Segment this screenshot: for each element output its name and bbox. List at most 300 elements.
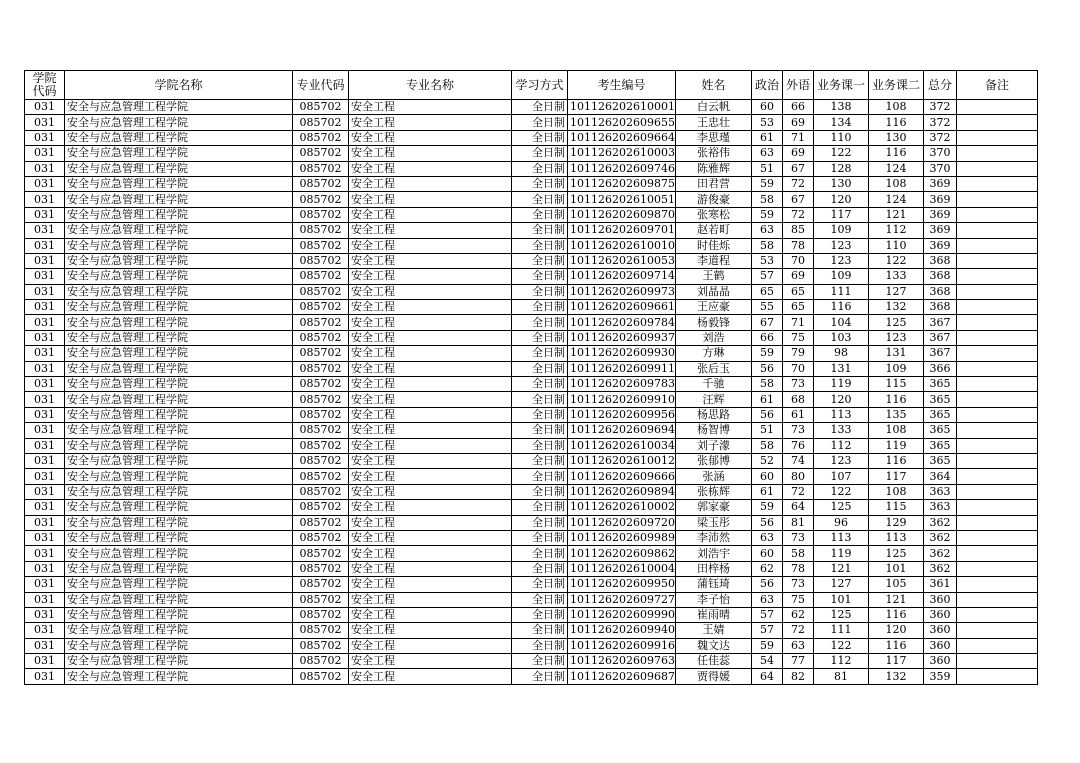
- cell-total: 367: [924, 330, 957, 345]
- header-subject-one: 业务课一: [814, 71, 869, 100]
- cell-name: 贾得媛: [676, 669, 752, 684]
- cell-remarks: [957, 146, 1038, 161]
- cell-remarks: [957, 207, 1038, 222]
- cell-subject-two: 124: [869, 161, 924, 176]
- cell-subject-two: 130: [869, 130, 924, 145]
- cell-subject-two: 122: [869, 253, 924, 268]
- cell-politics: 55: [752, 300, 783, 315]
- cell-subject-one: 111: [814, 623, 869, 638]
- cell-college-code: 031: [25, 346, 65, 361]
- cell-college-name: 安全与应急管理工程学院: [65, 300, 293, 315]
- cell-candidate-id: 101126202609950: [568, 577, 676, 592]
- cell-politics: 59: [752, 176, 783, 191]
- cell-college-code: 031: [25, 654, 65, 669]
- cell-college-code: 031: [25, 407, 65, 422]
- cell-study-mode: 全日制: [512, 654, 568, 669]
- cell-candidate-id: 101126202610004: [568, 561, 676, 576]
- cell-foreign-language: 70: [783, 361, 814, 376]
- cell-subject-one: 112: [814, 654, 869, 669]
- cell-subject-one: 111: [814, 284, 869, 299]
- cell-major-code: 085702: [293, 300, 349, 315]
- cell-remarks: [957, 592, 1038, 607]
- header-name: 姓名: [676, 71, 752, 100]
- cell-major-code: 085702: [293, 115, 349, 130]
- cell-major-code: 085702: [293, 546, 349, 561]
- cell-subject-two: 108: [869, 100, 924, 115]
- cell-name: 王忠壮: [676, 115, 752, 130]
- cell-politics: 53: [752, 115, 783, 130]
- cell-major-name: 安全工程: [349, 423, 512, 438]
- cell-foreign-language: 76: [783, 438, 814, 453]
- cell-college-name: 安全与应急管理工程学院: [65, 484, 293, 499]
- cell-college-code: 031: [25, 207, 65, 222]
- cell-name: 李子怡: [676, 592, 752, 607]
- cell-subject-one: 112: [814, 438, 869, 453]
- table-row: [25, 669, 1038, 684]
- cell-major-code: 085702: [293, 192, 349, 207]
- cell-major-name: 安全工程: [349, 592, 512, 607]
- cell-subject-one: 128: [814, 161, 869, 176]
- cell-college-name: 安全与应急管理工程学院: [65, 361, 293, 376]
- cell-candidate-id: 101126202609687: [568, 669, 676, 684]
- table-row: [25, 577, 1038, 592]
- cell-major-name: 安全工程: [349, 300, 512, 315]
- cell-name: 田梓杨: [676, 561, 752, 576]
- cell-college-name: 安全与应急管理工程学院: [65, 130, 293, 145]
- cell-remarks: [957, 669, 1038, 684]
- table-row: [25, 223, 1038, 238]
- table-row: [25, 407, 1038, 422]
- cell-total: 367: [924, 315, 957, 330]
- cell-study-mode: 全日制: [512, 377, 568, 392]
- cell-politics: 59: [752, 638, 783, 653]
- cell-foreign-language: 77: [783, 654, 814, 669]
- cell-study-mode: 全日制: [512, 469, 568, 484]
- cell-name: 刘浩宇: [676, 546, 752, 561]
- cell-study-mode: 全日制: [512, 100, 568, 115]
- cell-candidate-id: 101126202610003: [568, 146, 676, 161]
- cell-subject-two: 116: [869, 453, 924, 468]
- cell-total: 368: [924, 253, 957, 268]
- cell-candidate-id: 101126202609666: [568, 469, 676, 484]
- cell-foreign-language: 81: [783, 515, 814, 530]
- cell-total: 369: [924, 192, 957, 207]
- table-row: [25, 207, 1038, 222]
- cell-remarks: [957, 377, 1038, 392]
- cell-politics: 62: [752, 561, 783, 576]
- cell-major-name: 安全工程: [349, 515, 512, 530]
- cell-study-mode: 全日制: [512, 146, 568, 161]
- cell-college-name: 安全与应急管理工程学院: [65, 146, 293, 161]
- cell-major-name: 安全工程: [349, 176, 512, 191]
- cell-college-code: 031: [25, 361, 65, 376]
- cell-name: 赵若町: [676, 223, 752, 238]
- cell-college-code: 031: [25, 315, 65, 330]
- cell-name: 刘晶晶: [676, 284, 752, 299]
- cell-major-code: 085702: [293, 207, 349, 222]
- cell-remarks: [957, 453, 1038, 468]
- cell-remarks: [957, 623, 1038, 638]
- cell-remarks: [957, 392, 1038, 407]
- cell-remarks: [957, 577, 1038, 592]
- cell-major-code: 085702: [293, 561, 349, 576]
- cell-foreign-language: 72: [783, 623, 814, 638]
- cell-remarks: [957, 346, 1038, 361]
- cell-total: 360: [924, 592, 957, 607]
- cell-politics: 56: [752, 407, 783, 422]
- cell-college-name: 安全与应急管理工程学院: [65, 284, 293, 299]
- cell-college-name: 安全与应急管理工程学院: [65, 238, 293, 253]
- cell-subject-one: 119: [814, 546, 869, 561]
- cell-major-code: 085702: [293, 530, 349, 545]
- cell-remarks: [957, 130, 1038, 145]
- table-row: [25, 238, 1038, 253]
- header-college-code: 学院代码: [25, 71, 65, 100]
- cell-subject-one: 113: [814, 407, 869, 422]
- cell-remarks: [957, 607, 1038, 622]
- cell-college-name: 安全与应急管理工程学院: [65, 315, 293, 330]
- cell-candidate-id: 101126202610034: [568, 438, 676, 453]
- cell-subject-one: 96: [814, 515, 869, 530]
- cell-subject-one: 121: [814, 561, 869, 576]
- cell-subject-one: 103: [814, 330, 869, 345]
- header-major-name: 专业名称: [349, 71, 512, 100]
- header-total: 总分: [924, 71, 957, 100]
- cell-college-code: 031: [25, 623, 65, 638]
- cell-major-name: 安全工程: [349, 438, 512, 453]
- cell-candidate-id: 101126202610001: [568, 100, 676, 115]
- cell-subject-one: 133: [814, 423, 869, 438]
- cell-foreign-language: 73: [783, 377, 814, 392]
- cell-candidate-id: 101126202609875: [568, 176, 676, 191]
- table-row: [25, 423, 1038, 438]
- cell-candidate-id: 101126202609870: [568, 207, 676, 222]
- cell-total: 360: [924, 623, 957, 638]
- cell-total: 368: [924, 284, 957, 299]
- cell-candidate-id: 101126202609784: [568, 315, 676, 330]
- cell-name: 游俊豪: [676, 192, 752, 207]
- cell-college-name: 安全与应急管理工程学院: [65, 223, 293, 238]
- cell-major-name: 安全工程: [349, 407, 512, 422]
- cell-major-code: 085702: [293, 438, 349, 453]
- cell-major-name: 安全工程: [349, 377, 512, 392]
- cell-candidate-id: 101126202610002: [568, 500, 676, 515]
- cell-subject-one: 127: [814, 577, 869, 592]
- cell-subject-one: 123: [814, 453, 869, 468]
- cell-subject-one: 116: [814, 300, 869, 315]
- cell-study-mode: 全日制: [512, 500, 568, 515]
- cell-remarks: [957, 284, 1038, 299]
- cell-major-code: 085702: [293, 130, 349, 145]
- cell-college-code: 031: [25, 484, 65, 499]
- cell-college-name: 安全与应急管理工程学院: [65, 207, 293, 222]
- cell-name: 刘子濛: [676, 438, 752, 453]
- cell-foreign-language: 74: [783, 453, 814, 468]
- cell-total: 372: [924, 130, 957, 145]
- cell-subject-two: 105: [869, 577, 924, 592]
- cell-total: 369: [924, 207, 957, 222]
- cell-politics: 63: [752, 592, 783, 607]
- cell-candidate-id: 101126202610012: [568, 453, 676, 468]
- cell-total: 372: [924, 115, 957, 130]
- cell-total: 361: [924, 577, 957, 592]
- cell-foreign-language: 71: [783, 130, 814, 145]
- cell-college-code: 031: [25, 500, 65, 515]
- cell-foreign-language: 75: [783, 330, 814, 345]
- cell-name: 崔雨晴: [676, 607, 752, 622]
- cell-study-mode: 全日制: [512, 130, 568, 145]
- cell-politics: 61: [752, 392, 783, 407]
- cell-remarks: [957, 330, 1038, 345]
- cell-name: 方琳: [676, 346, 752, 361]
- cell-college-name: 安全与应急管理工程学院: [65, 453, 293, 468]
- cell-politics: 63: [752, 530, 783, 545]
- cell-politics: 65: [752, 284, 783, 299]
- cell-college-name: 安全与应急管理工程学院: [65, 561, 293, 576]
- table-row: [25, 377, 1038, 392]
- cell-study-mode: 全日制: [512, 176, 568, 191]
- cell-subject-two: 132: [869, 300, 924, 315]
- cell-major-name: 安全工程: [349, 361, 512, 376]
- cell-subject-one: 110: [814, 130, 869, 145]
- cell-college-name: 安全与应急管理工程学院: [65, 269, 293, 284]
- cell-college-code: 031: [25, 577, 65, 592]
- cell-college-name: 安全与应急管理工程学院: [65, 592, 293, 607]
- cell-name: 李沛然: [676, 530, 752, 545]
- cell-total: 369: [924, 176, 957, 191]
- cell-remarks: [957, 223, 1038, 238]
- cell-remarks: [957, 654, 1038, 669]
- cell-study-mode: 全日制: [512, 623, 568, 638]
- cell-foreign-language: 62: [783, 607, 814, 622]
- cell-foreign-language: 79: [783, 346, 814, 361]
- cell-subject-one: 123: [814, 253, 869, 268]
- cell-total: 367: [924, 346, 957, 361]
- cell-candidate-id: 101126202609714: [568, 269, 676, 284]
- cell-subject-two: 116: [869, 115, 924, 130]
- cell-total: 368: [924, 269, 957, 284]
- cell-total: 369: [924, 223, 957, 238]
- cell-foreign-language: 58: [783, 546, 814, 561]
- cell-foreign-language: 66: [783, 100, 814, 115]
- table-row: [25, 530, 1038, 545]
- cell-total: 363: [924, 484, 957, 499]
- cell-candidate-id: 101126202609783: [568, 377, 676, 392]
- cell-subject-two: 116: [869, 392, 924, 407]
- cell-remarks: [957, 176, 1038, 191]
- cell-candidate-id: 101126202609720: [568, 515, 676, 530]
- cell-subject-one: 109: [814, 223, 869, 238]
- table-row: [25, 284, 1038, 299]
- cell-college-code: 031: [25, 300, 65, 315]
- cell-study-mode: 全日制: [512, 577, 568, 592]
- cell-politics: 66: [752, 330, 783, 345]
- cell-politics: 58: [752, 192, 783, 207]
- cell-subject-two: 119: [869, 438, 924, 453]
- admission-score-table: [24, 70, 1038, 685]
- cell-name: 白云帆: [676, 100, 752, 115]
- cell-foreign-language: 67: [783, 192, 814, 207]
- cell-study-mode: 全日制: [512, 607, 568, 622]
- table-row: [25, 361, 1038, 376]
- cell-total: 365: [924, 453, 957, 468]
- cell-remarks: [957, 484, 1038, 499]
- cell-college-code: 031: [25, 423, 65, 438]
- cell-major-code: 085702: [293, 654, 349, 669]
- table-row: [25, 146, 1038, 161]
- cell-name: 刘浩: [676, 330, 752, 345]
- cell-study-mode: 全日制: [512, 115, 568, 130]
- cell-foreign-language: 72: [783, 207, 814, 222]
- cell-name: 李思瑾: [676, 130, 752, 145]
- cell-major-name: 安全工程: [349, 654, 512, 669]
- cell-politics: 51: [752, 161, 783, 176]
- table-row: [25, 100, 1038, 115]
- cell-foreign-language: 78: [783, 561, 814, 576]
- cell-foreign-language: 73: [783, 577, 814, 592]
- table-row: [25, 515, 1038, 530]
- cell-major-code: 085702: [293, 407, 349, 422]
- cell-subject-one: 122: [814, 484, 869, 499]
- cell-subject-two: 113: [869, 530, 924, 545]
- cell-politics: 63: [752, 223, 783, 238]
- cell-study-mode: 全日制: [512, 638, 568, 653]
- cell-remarks: [957, 253, 1038, 268]
- cell-remarks: [957, 530, 1038, 545]
- cell-politics: 57: [752, 269, 783, 284]
- table-row: [25, 623, 1038, 638]
- cell-major-code: 085702: [293, 223, 349, 238]
- cell-candidate-id: 101126202609664: [568, 130, 676, 145]
- cell-foreign-language: 78: [783, 238, 814, 253]
- cell-study-mode: 全日制: [512, 530, 568, 545]
- cell-politics: 52: [752, 453, 783, 468]
- cell-study-mode: 全日制: [512, 407, 568, 422]
- cell-college-code: 031: [25, 469, 65, 484]
- cell-remarks: [957, 407, 1038, 422]
- cell-subject-one: 113: [814, 530, 869, 545]
- cell-candidate-id: 101126202609937: [568, 330, 676, 345]
- cell-subject-one: 107: [814, 469, 869, 484]
- table-row: [25, 592, 1038, 607]
- cell-total: 362: [924, 546, 957, 561]
- cell-candidate-id: 101126202609990: [568, 607, 676, 622]
- table-row: [25, 192, 1038, 207]
- cell-politics: 51: [752, 423, 783, 438]
- cell-major-name: 安全工程: [349, 530, 512, 545]
- table-row: [25, 438, 1038, 453]
- cell-remarks: [957, 500, 1038, 515]
- cell-politics: 54: [752, 654, 783, 669]
- cell-major-code: 085702: [293, 623, 349, 638]
- cell-subject-one: 101: [814, 592, 869, 607]
- cell-candidate-id: 101126202609930: [568, 346, 676, 361]
- table-row: [25, 115, 1038, 130]
- cell-total: 360: [924, 638, 957, 653]
- cell-major-name: 安全工程: [349, 284, 512, 299]
- table-row: [25, 546, 1038, 561]
- header-college-name: 学院名称: [65, 71, 293, 100]
- cell-foreign-language: 69: [783, 146, 814, 161]
- cell-study-mode: 全日制: [512, 223, 568, 238]
- cell-major-code: 085702: [293, 669, 349, 684]
- cell-foreign-language: 72: [783, 484, 814, 499]
- cell-name: 陈雅辉: [676, 161, 752, 176]
- cell-subject-two: 125: [869, 546, 924, 561]
- cell-major-code: 085702: [293, 377, 349, 392]
- cell-subject-one: 138: [814, 100, 869, 115]
- cell-college-name: 安全与应急管理工程学院: [65, 392, 293, 407]
- cell-name: 任佳蕊: [676, 654, 752, 669]
- cell-subject-one: 125: [814, 500, 869, 515]
- cell-study-mode: 全日制: [512, 561, 568, 576]
- cell-college-code: 031: [25, 669, 65, 684]
- cell-study-mode: 全日制: [512, 592, 568, 607]
- cell-college-name: 安全与应急管理工程学院: [65, 669, 293, 684]
- cell-major-code: 085702: [293, 638, 349, 653]
- cell-college-code: 031: [25, 392, 65, 407]
- cell-remarks: [957, 100, 1038, 115]
- cell-politics: 59: [752, 346, 783, 361]
- cell-major-name: 安全工程: [349, 146, 512, 161]
- cell-subject-one: 120: [814, 192, 869, 207]
- cell-subject-one: 134: [814, 115, 869, 130]
- cell-candidate-id: 101126202609694: [568, 423, 676, 438]
- cell-foreign-language: 65: [783, 284, 814, 299]
- cell-major-name: 安全工程: [349, 392, 512, 407]
- cell-major-code: 085702: [293, 515, 349, 530]
- cell-major-name: 安全工程: [349, 253, 512, 268]
- cell-college-code: 031: [25, 638, 65, 653]
- cell-subject-one: 119: [814, 377, 869, 392]
- table-row: [25, 269, 1038, 284]
- cell-college-code: 031: [25, 284, 65, 299]
- cell-study-mode: 全日制: [512, 438, 568, 453]
- cell-college-code: 031: [25, 238, 65, 253]
- cell-major-code: 085702: [293, 330, 349, 345]
- cell-subject-two: 101: [869, 561, 924, 576]
- cell-college-name: 安全与应急管理工程学院: [65, 423, 293, 438]
- table-row: [25, 176, 1038, 191]
- cell-major-name: 安全工程: [349, 453, 512, 468]
- cell-candidate-id: 101126202609746: [568, 161, 676, 176]
- cell-subject-two: 110: [869, 238, 924, 253]
- table-row: [25, 500, 1038, 515]
- cell-foreign-language: 68: [783, 392, 814, 407]
- header-major-code: 专业代码: [293, 71, 349, 100]
- cell-remarks: [957, 300, 1038, 315]
- cell-college-name: 安全与应急管理工程学院: [65, 438, 293, 453]
- cell-subject-one: 122: [814, 146, 869, 161]
- cell-name: 王应豪: [676, 300, 752, 315]
- cell-candidate-id: 101126202609989: [568, 530, 676, 545]
- cell-subject-two: 116: [869, 607, 924, 622]
- cell-name: 张寒松: [676, 207, 752, 222]
- cell-college-code: 031: [25, 530, 65, 545]
- cell-major-code: 085702: [293, 484, 349, 499]
- cell-subject-two: 109: [869, 361, 924, 376]
- cell-total: 362: [924, 530, 957, 545]
- cell-college-name: 安全与应急管理工程学院: [65, 253, 293, 268]
- cell-candidate-id: 101126202609940: [568, 623, 676, 638]
- cell-study-mode: 全日制: [512, 669, 568, 684]
- cell-name: 张涵: [676, 469, 752, 484]
- cell-total: 360: [924, 607, 957, 622]
- cell-foreign-language: 67: [783, 161, 814, 176]
- table-row: [25, 161, 1038, 176]
- table-row: [25, 253, 1038, 268]
- cell-college-name: 安全与应急管理工程学院: [65, 654, 293, 669]
